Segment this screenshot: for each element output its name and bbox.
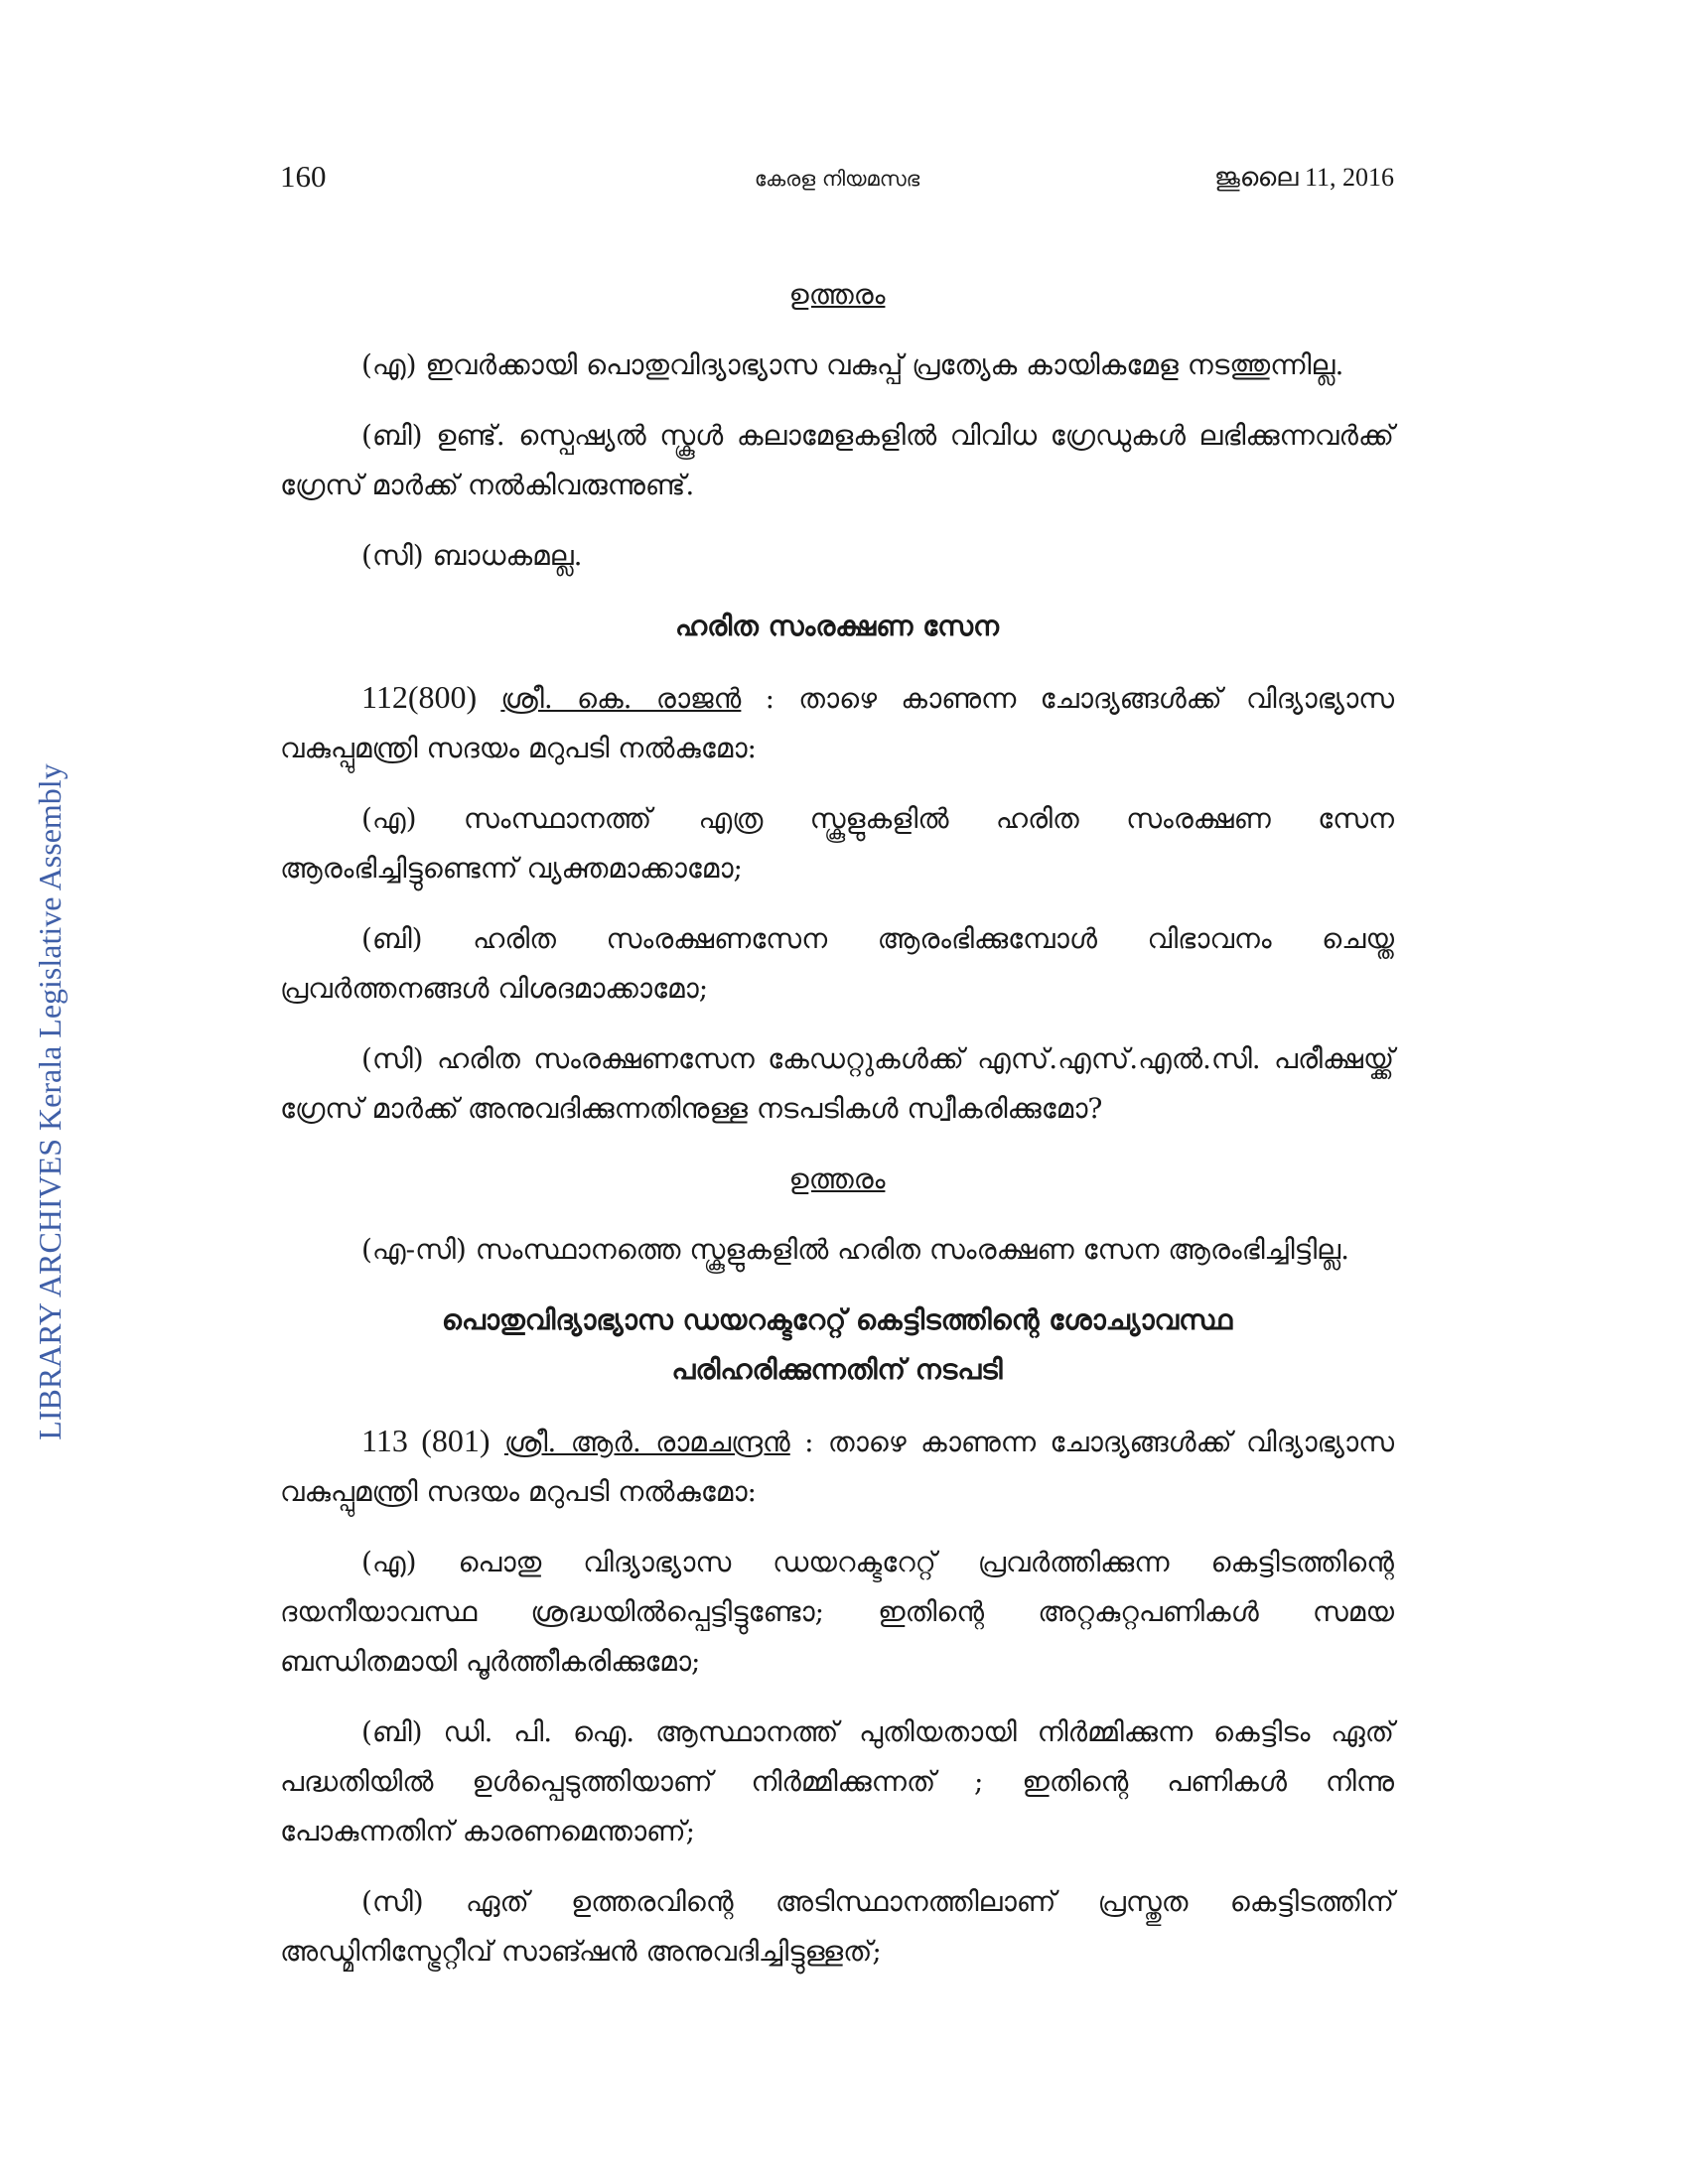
page-header (280, 159, 1394, 199)
question-item-b: (ബി) ഡി. പി. ഐ. ആസ്ഥാനത്ത് പുതിയതായി നിർമ്മിക്കുന്ന കെട്ടിടം ഏത് പദ്ധതിയിൽ ഉൾപ്പെടുത്തിയാണ് നിർമ്മിക്കുന്നത് ; ഇതിന്റെ പണികൾ നിന്നു പോകുന്നതിന് കാരണമെന്താണ്; (280, 1715, 1394, 1847)
answer-heading: ഉത്തരം (788, 278, 886, 311)
question-intro-text: : താഴെ കാണുന്ന ചോദ്യങ്ങൾക്ക് വിദ്യാഭ്യാസ വകുപ്പുമന്ത്രി സദയം മറുപടി നൽകുമോ: (280, 682, 1395, 764)
answer-item-c: (സി) ബാധകമല്ല. (361, 539, 583, 572)
section-heading-line2: പരിഹരിക്കുന്നതിന് നടപടി (671, 1353, 1003, 1386)
answer-text: (എ-സി) സംസ്ഥാനത്തെ സ്കൂളുകളിൽ ഹരിത സംരക്ഷണ സേന ആരംഭിച്ചിട്ടില്ല. (361, 1233, 1349, 1266)
question-number: 112(800) (361, 679, 478, 715)
question-item-c: (സി) ഏത് ഉത്തരവിന്റെ അടിസ്ഥാനത്തിലാണ് പ്രസ്തുത കെട്ടിടത്തിന് അഡ്മിനിസ്ട്രേറ്റീവ് സാങ്ഷൻ അനുവദിച്ചിട്ടുള്ളത്; (280, 1885, 1394, 1968)
question-intro-q113 (280, 1416, 1394, 1517)
question-item-b: (ബി) ഹരിത സംരക്ഷണസേന ആരംഭിക്കുമ്പോൾ വിഭാവനം ചെയ്ത പ്രവർത്തനങ്ങൾ വിശദമാക്കാമോ; (280, 922, 1394, 1005)
question-item-c: (സി) ഹരിത സംരക്ഷണസേന കേഡറ്റുകൾക്ക് എസ്.എസ്.എൽ.സി. പരീക്ഷയ്ക്ക് ഗ്രേസ് മാർക്ക് അനുവദിക്കുന്നതിനുള്ള നടപടികൾ സ്വീകരിക്കുമോ? (280, 1042, 1394, 1125)
answer-item-a: (എ) ഇവർക്കായി പൊതുവിദ്യാഭ്യാസ വകുപ്പ് പ്രത്യേക കായികമേള നടത്തുന്നില്ല. (361, 348, 1344, 381)
section-heading-q113 (280, 1296, 1394, 1395)
question-number: 113 (801) (361, 1423, 491, 1458)
publication-title: കേരള നിയമസഭ (754, 167, 920, 191)
question-item-a: (എ) പൊതു വിദ്യാഭ്യാസ ഡയറക്ടറേറ്റ് പ്രവർത്തിക്കുന്ന കെട്ടിടത്തിന്റെ ദയനീയാവസ്ഥ ശ്രദ്ധയിൽപ്പെട്ടിട്ടുണ്ടോ; ഇതിന്റെ അറ്റകുറ്റപണികൾ സമയ ബന്ധിതമായി പൂർത്തീകരിക്കുമോ; (280, 1546, 1394, 1678)
archive-watermark: LIBRARY ARCHIVES Kerala Legislative Assembly (32, 763, 68, 1440)
section-heading-q112: ഹരിത സംരക്ഷണ സേന (675, 610, 999, 642)
question-intro-q112 (280, 672, 1394, 773)
session-date: ജൂലൈ 11, 2016 (1213, 163, 1394, 192)
member-name: ശ്രീ. കെ. രാജൻ (500, 682, 742, 715)
page-number: 160 (280, 159, 327, 194)
section-heading-line1: പൊതുവിദ്യാഭ്യാസ ഡയറക്ടറേറ്റ് കെട്ടിടത്തിന്റെ ശോച്യാവസ്ഥ (441, 1303, 1233, 1336)
question-item-a: (എ) സംസ്ഥാനത്ത് എത്ര സ്കൂളുകളിൽ ഹരിത സംരക്ഷണ സേന ആരംഭിച്ചിട്ടുണ്ടെന്ന് വ്യക്തമാക്കാമോ; (280, 802, 1394, 885)
page-body (280, 270, 1394, 1997)
question-intro-text: : താഴെ കാണുന്ന ചോദ്യങ്ങൾക്ക് വിദ്യാഭ്യാസ വകുപ്പുമന്ത്രി സദയം മറുപടി നൽകുമോ: (280, 1426, 1394, 1508)
answer-heading: ഉത്തരം (788, 1162, 886, 1195)
member-name: ശ്രീ. ആർ. രാമചന്ദ്രൻ (503, 1426, 790, 1458)
answer-item-b: (ബി) ഉണ്ട്. സ്പെഷ്യൽ സ്കൂൾ കലാമേളകളിൽ വിവിധ ഗ്രേഡുകൾ ലഭിക്കുന്നവർക്ക് ഗ്രേസ് മാർക്ക് നൽകിവരുന്നുണ്ട്. (280, 419, 1394, 501)
